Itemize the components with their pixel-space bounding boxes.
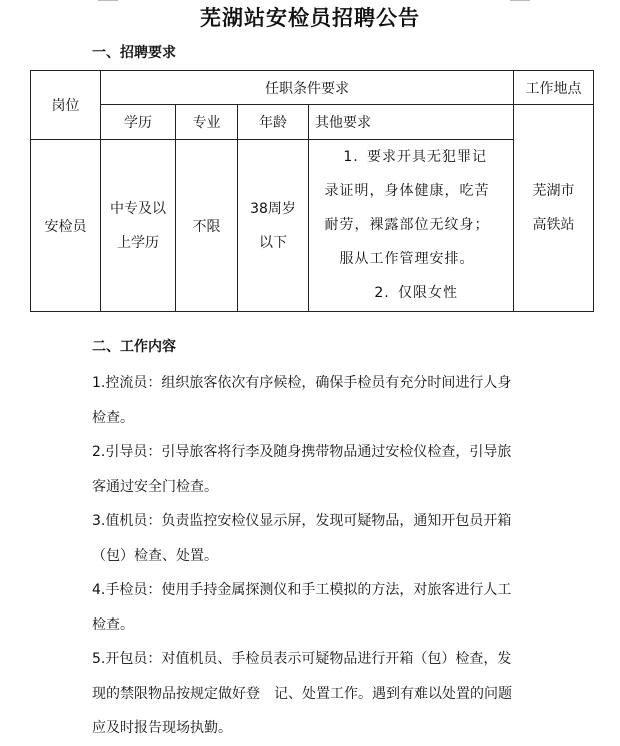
content-line: 3.值机员：负责监控安检仪显示屏，发现可疑物品，通知开包员开箱 [92,513,512,529]
other-req-number: 1. [343,149,359,165]
subheader-major: 专业 [176,105,238,140]
work-content-body [92,366,562,746]
other-req-line: 服从工作管理安排。 [339,251,475,267]
header-location: 工作地点 [514,71,594,105]
content-line: 1.控流员：组织旅客依次有序候检，确保手检员有充分时间进行人身 [92,375,512,391]
content-line: 4.手检员：使用手持金属探测仪和手工模拟的方法，对旅客进行人工 [92,582,512,598]
cell-post: 安检员 [31,140,101,312]
content-line: 检查。 [92,616,134,633]
other-req-line: 耐劳，裸露部位无纹身； [324,217,490,233]
age-line: 38周岁 [250,200,296,217]
content-line: 2.引导员：引导旅客将行李及随身携带物品通过安检仪检查，引导旅 [92,444,512,460]
header-post: 岗位 [31,71,101,140]
other-req-line: 录证明，身体健康，吃苦 [324,183,490,199]
header-conditions: 任职条件要求 [101,71,514,105]
other-req-line [309,276,513,310]
age-line: 以下 [259,234,287,251]
page-title: 芜湖站安检员招聘公告 [200,5,420,30]
content-line: 5.开包员：对值机员、手检员表示可疑物品进行开箱（包）检查，发 [92,651,512,667]
content-line: （包）检查、处置。 [92,547,218,564]
requirements-table [30,70,594,312]
location-line: 芜湖市 [532,183,575,199]
subheader-age: 年龄 [238,105,309,140]
content-line: 客通过安全门检查。 [92,478,218,495]
subheader-education: 学历 [101,105,176,140]
top-edge-mark [98,0,118,1]
cell-education [101,140,176,312]
subheader-other: 其他要求 [309,105,514,140]
cell-location [514,105,594,312]
top-edge-mark [510,0,530,1]
education-line: 上学历 [117,234,159,251]
section-heading-requirements: 一、招聘要求 [92,45,176,61]
location-line: 高铁站 [532,217,575,233]
other-req-number: 2. [374,285,390,301]
cell-age [238,140,309,312]
content-line: 检查。 [92,409,134,426]
content-line: 应及时报告现场执勤。 [92,720,232,736]
cell-major: 不限 [176,140,238,312]
section-heading-work-content: 二、工作内容 [92,339,176,355]
content-line: 现的禁限物品按规定做好登 记、处置工作。遇到有难以处置的问题 [92,685,512,702]
other-req-text: 要求开具无犯罪记 [367,149,487,165]
education-line: 中专及以 [110,200,166,217]
other-req-text: 仅限女性 [398,285,458,301]
other-req-line [309,140,513,174]
cell-other-requirements [309,140,514,312]
